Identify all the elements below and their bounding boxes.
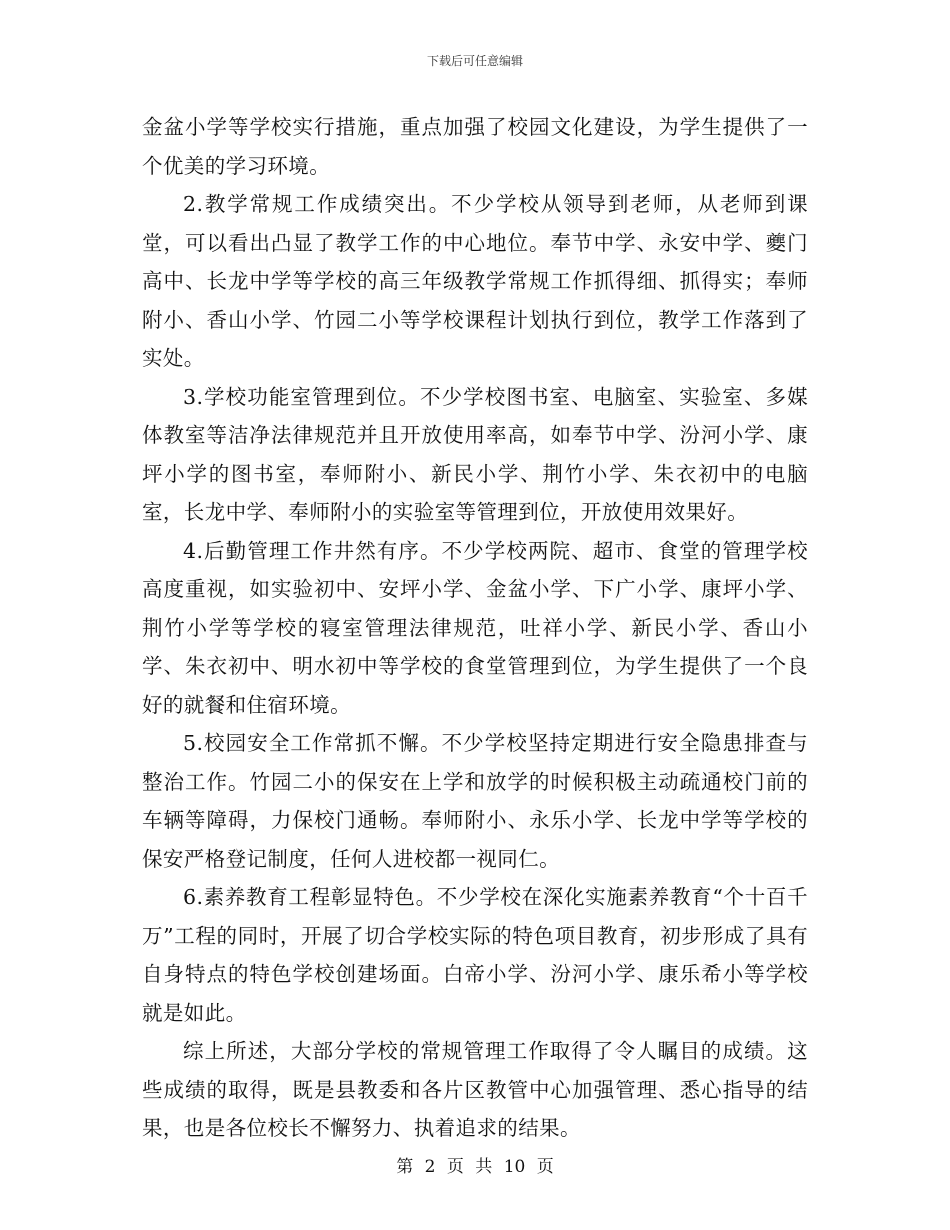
- paragraph-4: 4.后勤管理工作井然有序。不少学校两院、超市、食堂的管理学校高度重视，如实验初中、安坪小学、金盆小学、下广小学、康坪小学、荆竹小学等学校的寝室管理法律规范，吐祥小学、新民小学、香山小学、朱衣初中、明水初中等学校的食堂管理到位，为学生提供了一个良好的就餐和住宿环境。: [142, 538, 808, 717]
- paragraph-1: 金盆小学等学校实行措施，重点加强了校园文化建设，为学生提供了一个优美的学习环境。: [142, 115, 808, 178]
- page-header-note: 下载后可任意编辑: [426, 54, 523, 68]
- paragraph-7: 综上所述，大部分学校的常规管理工作取得了令人瞩目的成绩。这些成绩的取得，既是县教委和各片区教管中心加强管理、悉心指导的结果，也是各位校长不懈努力、执着追求的结果。: [142, 1039, 808, 1140]
- total-prefix: 共: [475, 1157, 493, 1177]
- current-page-number: 2: [424, 1157, 436, 1177]
- document-body: [142, 108, 808, 1148]
- page-footer: [0, 1152, 950, 1177]
- paragraph-2: 2.教学常规工作成绩突出。不少学校从领导到老师，从老师到课堂，可以看出凸显了教学工作的中心地位。奉节中学、永安中学、夔门高中、长龙中学等学校的高三年级教学常规工作抓得细、抓得实；奉师附小、香山小学、竹园二小等学校课程计划执行到位，教学工作落到了实处。: [142, 192, 808, 370]
- paragraph-3: 3.学校功能室管理到位。不少学校图书室、电脑室、实验室、多媒体教室等洁净法律规范并且开放使用率高，如奉节中学、汾河小学、康坪小学的图书室，奉师附小、新民小学、荆竹小学、朱衣初中的电脑室，长龙中学、奉师附小的实验室等管理到位，开放使用效果好。: [142, 384, 808, 524]
- total-suffix: 页: [536, 1157, 554, 1177]
- page-word: 页: [446, 1157, 464, 1177]
- total-pages-number: 10: [503, 1157, 526, 1177]
- page-prefix: 第: [396, 1157, 414, 1177]
- paragraph-6: 6.素养教育工程彰显特色。不少学校在深化实施素养教育“个十百千万”工程的同时，开展了切合学校实际的特色项目教育，初步形成了具有自身特点的特色学校创建场面。白帝小学、汾河小学、康乐希小等学校就是如此。: [142, 885, 808, 1025]
- paragraph-5: 5.校园安全工作常抓不懈。不少学校坚持定期进行安全隐患排查与整治工作。竹园二小的保安在上学和放学的时候积极主动疏通校门前的车辆等障碍，力保校门通畅。奉师附小、永乐小学、长龙中学等学校的保安严格登记制度，任何人进校都一视同仁。: [142, 731, 808, 871]
